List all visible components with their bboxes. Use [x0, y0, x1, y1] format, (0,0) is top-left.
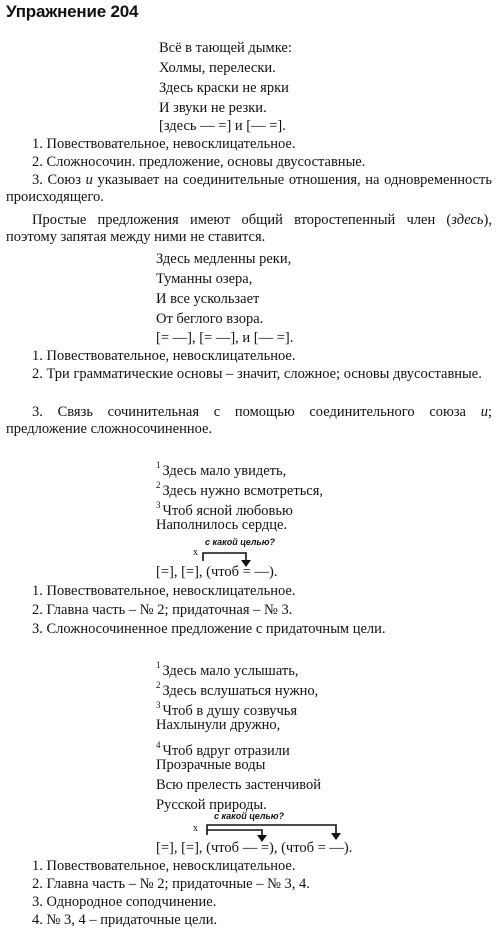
answer-3-3: 3. Сложносочиненное предложение с придаточным цели. — [32, 621, 386, 637]
answer-1-2: 2. Сложносочин. предложение, основы двусоставные. — [32, 154, 366, 170]
poem-line: И звуки не резки. — [159, 100, 267, 116]
poem-line: $^4$ Чтоб вдруг отразили — [156, 740, 290, 759]
answer-4-4: 4. № 3, 4 – придаточные цели. — [32, 912, 218, 928]
poem-line: И все ускользает — [156, 291, 260, 307]
answer-4-1: 1. Повествовательное, невосклицательное. — [32, 858, 296, 874]
poem-line: $^1$ Здесь мало увидеть, — [156, 460, 287, 479]
poem-line: $^2$ Здесь нужно всмотреться, — [156, 480, 324, 499]
poem-line: $^3$ Чтоб в душу созвучья — [156, 700, 298, 719]
poem-line: $^1$ Здесь мало услышать, — [156, 660, 299, 679]
poem-line: Всю прелесть застенчивой — [156, 777, 321, 793]
poem-line: Всё в тающей дымке: — [159, 40, 292, 56]
question-label-3: с какой целью? — [205, 537, 276, 547]
exercise-title: Упражнение 204 — [6, 2, 139, 21]
poem-line: $^2$ Здесь вслушаться нужно, — [156, 680, 319, 699]
answer-3-1: 1. Повествовательное, невосклицательное. — [32, 583, 296, 599]
scheme-2: [= —], [= —], и [— =]. — [156, 330, 294, 346]
scheme-4: [=], [=], (чтоб — =), (чтоб = —). — [156, 840, 353, 856]
note-1: Простые предложения имеют общий второстепенный член (здесь), поэтому запятая между ними не ставится. — [6, 212, 492, 245]
answer-1-1: 1. Повествовательное, невосклицательное. — [32, 136, 296, 152]
answer-2-2: 2. Три грамматические основы – значит, сложное; основы двусоставные. — [32, 366, 482, 382]
question-label-4: с какой целью? — [214, 811, 285, 821]
poem-line: Здесь краски не ярки — [159, 80, 289, 96]
poem-line: $^3$ Чтоб ясной любовью — [156, 500, 293, 519]
answer-4-3: 3. Однородное соподчинение. — [32, 894, 217, 910]
cross-mark-4: x — [193, 823, 198, 834]
answer-2-3: 3. Связь сочинительная с помощью соединительного союза и; предложение сложносочиненное. — [6, 404, 492, 437]
answer-4-2: 2. Главна часть – № 2; придаточные – № 3, 4. — [32, 876, 310, 892]
answer-3-2: 2. Главна часть – № 2; придаточная – № 3. — [32, 602, 293, 618]
poem-line: От беглого взора. — [156, 311, 264, 327]
poem-line: Холмы, перелески. — [159, 60, 276, 76]
cross-mark-3: x — [193, 547, 198, 558]
poem-line: Прозрачные воды — [156, 757, 266, 773]
poem-line: Нахлынули дружно, — [156, 717, 281, 733]
poem-line: Здесь медленны реки, — [156, 251, 292, 267]
poem-line: Наполнилось сердце. — [156, 517, 288, 533]
poem-line: Туманны озера, — [156, 271, 253, 287]
scheme-1: [здесь — =] и [— =]. — [159, 118, 286, 134]
poem-line: Русской природы. — [156, 797, 267, 813]
scheme-3: [=], [=], (чтоб = —). — [156, 564, 278, 580]
answer-1-3: 3. Союз и указывает на соединительные отношения, на одновременность происходящего. — [6, 172, 492, 205]
answer-2-1: 1. Повествовательное, невосклицательное. — [32, 348, 296, 364]
